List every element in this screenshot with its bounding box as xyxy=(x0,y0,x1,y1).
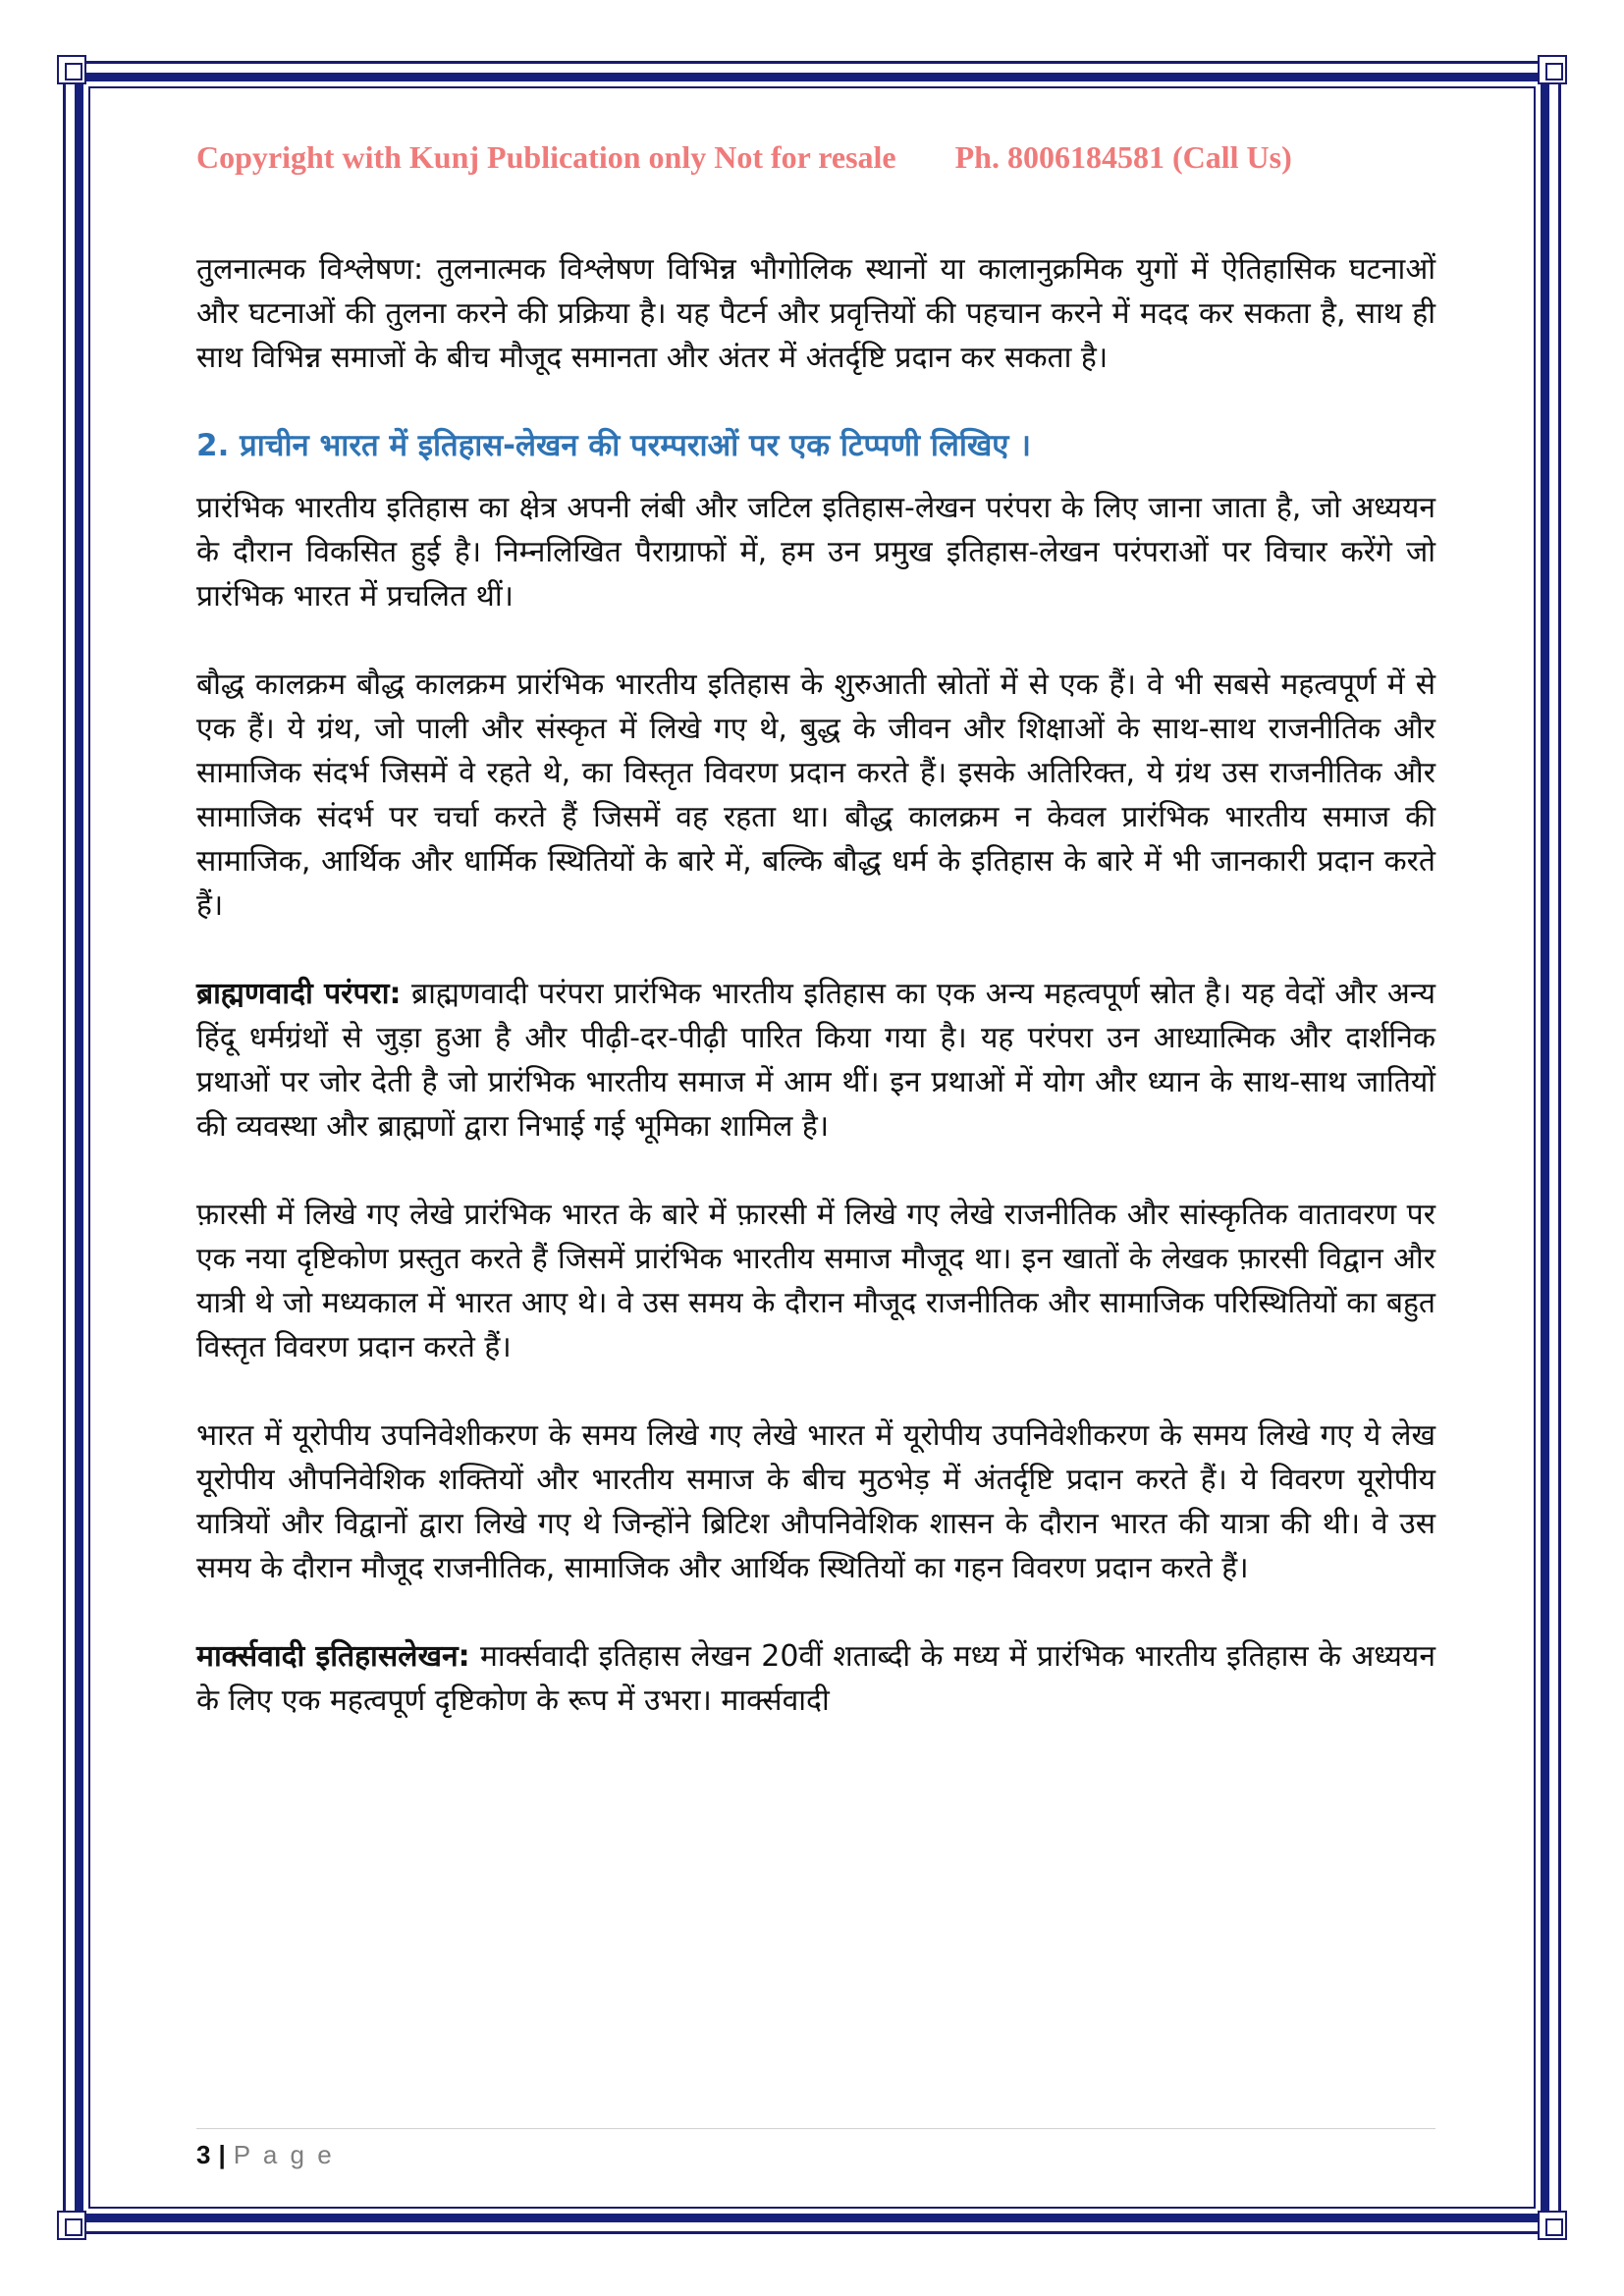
marxist-label: मार्क्सवादी इतिहासलेखन: xyxy=(196,1639,470,1674)
brahmanical-text: ब्राह्मणवादी परंपरा प्रारंभिक भारतीय इतिहास का एक अन्य महत्वपूर्ण स्रोत है। यह वेदों और अन्य हिंदू धर्मग्रंथों से जुड़ा हुआ है और पीढ़ी-दर-पीढ़ी पारित किया गया है। यह परंपरा उन आध्यात्मिक और दार्शनिक प्रथाओं पर जोर देती है जो प्रारंभिक भारतीय समाज में आम थीं। इन प्रथाओं में योग और ध्यान के साथ-साथ जातियों की व्यवस्था और ब्राह्मणों द्वारा निभाई गई भूमिका शामिल है। xyxy=(196,977,1435,1144)
page-number: 3 xyxy=(196,2140,211,2169)
page-header xyxy=(196,139,1434,176)
page-footer xyxy=(196,2140,335,2170)
page-label: P a g e xyxy=(233,2140,335,2169)
phone-number: Ph. 8006184581 (Call Us) xyxy=(954,139,1292,175)
paragraph-comparative-analysis: तुलनात्मक विश्लेषण: तुलनात्मक विश्लेषण विभिन्न भौगोलिक स्थानों या कालानुक्रमिक युगों में ऐतिहासिक घटनाओं और घटनाओं की तुलना करने की प्रक्रिया है। यह पैटर्न और प्रवृत्तियों की पहचान करने में मदद कर सकता है, साथ ही साथ विभिन्न समाजों के बीच मौजूद समानता और अंतर में अंतर्दृष्टि प्रदान कर सकता है। xyxy=(196,252,1435,375)
marxist-text: मार्क्सवादी इतिहास लेखन 20वीं शताब्दी के मध्य में प्रारंभिक भारतीय इतिहास के अध्ययन के लिए एक महत्वपूर्ण दृष्टिकोण के रूप में उभरा। मार्क्सवादी xyxy=(196,1639,1435,1718)
paragraph-persian-accounts: फ़ारसी में लिखे गए लेखे प्रारंभिक भारत के बारे में फ़ारसी में लिखे गए लेखे राजनीतिक और सांस्कृतिक वातावरण पर एक नया दृष्टिकोण प्रस्तुत करते हैं जिसमें प्रारंभिक भारतीय समाज मौजूद था। इन खातों के लेखक फ़ारसी विद्वान और यात्री थे जो मध्यकाल में भारत आए थे। वे उस समय के दौरान मौजूद राजनीतिक और सामाजिक परिस्थितियों का बहुत विस्तृत विवरण प्रदान करते हैं। xyxy=(196,1198,1435,1364)
paragraph-buddhist-chronicles: बौद्ध कालक्रम बौद्ध कालक्रम प्रारंभिक भारतीय इतिहास के शुरुआती स्रोतों में से एक हैं। वे भी सबसे महत्वपूर्ण में से एक हैं। ये ग्रंथ, जो पाली और संस्कृत में लिखे गए थे, बुद्ध के जीवन और शिक्षाओं के साथ-साथ राजनीतिक और सामाजिक संदर्भ जिसमें वे रहते थे, का विस्तृत विवरण प्रदान करते हैं। इसके अतिरिक्त, ये ग्रंथ उस राजनीतिक और सामाजिक संदर्भ पर चर्चा करते हैं जिसमें वह रहता था। बौद्ध कालक्रम न केवल प्रारंभिक भारतीय समाज की सामाजिक, आर्थिक और धार्मिक स्थितियों के बारे में, बल्कि बौद्ध धर्म के इतिहास के बारे में भी जानकारी प्रदान करते हैं। xyxy=(196,667,1435,923)
question-heading: 2. प्राचीन भारत में इतिहास-लेखन की परम्पराओं पर एक टिप्पणी लिखिए । xyxy=(196,428,1031,463)
footer-divider xyxy=(196,2128,1435,2129)
corner-ornament-top-left xyxy=(57,55,86,84)
page-content xyxy=(196,247,1435,1767)
corner-ornament-bottom-right xyxy=(1538,2211,1567,2240)
brahmanical-label: ब्राह्मणवादी परंपरा: xyxy=(196,977,402,1011)
corner-ornament-top-right xyxy=(1538,55,1567,84)
paragraph-brahmanical-tradition xyxy=(196,972,1435,1148)
corner-ornament-bottom-left xyxy=(57,2211,86,2240)
copyright-notice: Copyright with Kunj Publication only Not for resale xyxy=(196,139,896,175)
footer-separator: | xyxy=(218,2140,226,2169)
paragraph-marxist-historiography xyxy=(196,1634,1435,1723)
paragraph-european-accounts: भारत में यूरोपीय उपनिवेशीकरण के समय लिखे गए लेखे भारत में यूरोपीय उपनिवेशीकरण के समय लिखे गए ये लेख यूरोपीय औपनिवेशिक शक्तियों और भारतीय समाज के बीच मुठभेड़ में अंतर्दृष्टि प्रदान करते हैं। ये विवरण यूरोपीय यात्रियों और विद्वानों द्वारा लिखे गए थे जिन्होंने ब्रिटिश औपनिवेशिक शासन के दौरान भारत की यात्रा की थी। वे उस समय के दौरान मौजूद राजनीतिक, सामाजिक और आर्थिक स्थितियों का गहन विवरण प्रदान करते हैं। xyxy=(196,1418,1435,1585)
paragraph-intro: प्रारंभिक भारतीय इतिहास का क्षेत्र अपनी लंबी और जटिल इतिहास-लेखन परंपरा के लिए जाना जाता है, जो अध्ययन के दौरान विकसित हुई है। निम्नलिखित पैराग्राफों में, हम उन प्रमुख इतिहास-लेखन परंपराओं पर विचार करेंगे जो प्रारंभिक भारत में प्रचलित थीं। xyxy=(196,491,1435,614)
